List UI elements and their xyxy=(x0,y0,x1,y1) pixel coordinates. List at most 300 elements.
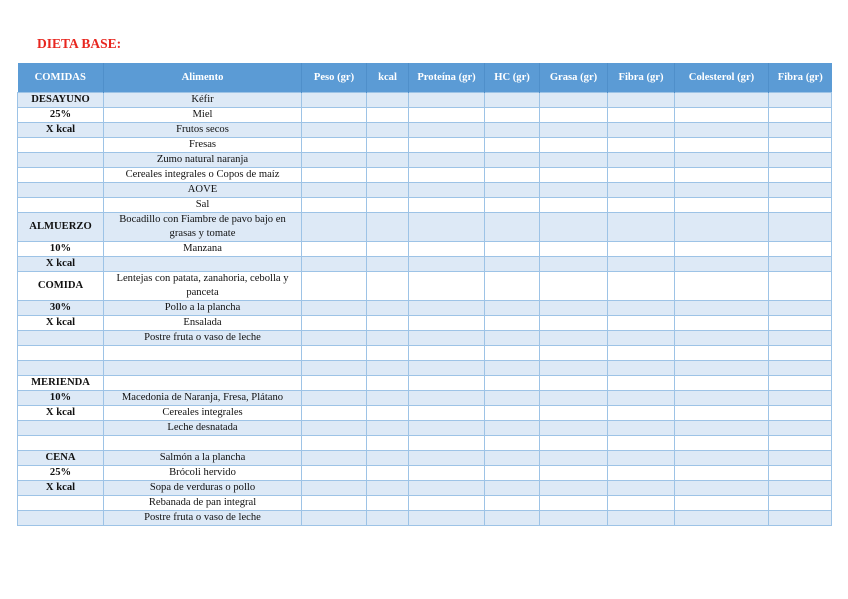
value-cell[interactable] xyxy=(675,93,769,108)
value-cell[interactable] xyxy=(608,421,675,436)
value-cell[interactable] xyxy=(675,257,769,272)
value-cell[interactable] xyxy=(675,481,769,496)
value-cell[interactable] xyxy=(485,153,540,168)
value-cell[interactable] xyxy=(302,123,367,138)
value-cell[interactable] xyxy=(769,257,832,272)
value-cell[interactable] xyxy=(367,391,409,406)
value-cell[interactable] xyxy=(302,421,367,436)
meal-cell: 10% xyxy=(18,391,104,406)
value-cell[interactable] xyxy=(608,213,675,242)
value-cell[interactable] xyxy=(367,123,409,138)
table-row xyxy=(18,511,832,526)
value-cell[interactable] xyxy=(302,301,367,316)
value-cell[interactable] xyxy=(409,466,485,481)
meal-cell: COMIDA xyxy=(18,272,104,301)
value-cell[interactable] xyxy=(302,466,367,481)
value-cell[interactable] xyxy=(409,183,485,198)
value-cell[interactable] xyxy=(409,153,485,168)
food-cell: Postre fruta o vaso de leche xyxy=(104,331,302,346)
food-cell: Miel xyxy=(104,108,302,123)
value-cell[interactable] xyxy=(540,451,608,466)
value-cell[interactable] xyxy=(367,153,409,168)
value-cell[interactable] xyxy=(540,481,608,496)
value-cell[interactable] xyxy=(302,511,367,526)
value-cell[interactable] xyxy=(485,257,540,272)
value-cell[interactable] xyxy=(608,138,675,153)
value-cell[interactable] xyxy=(540,466,608,481)
table-row xyxy=(18,331,832,346)
value-cell[interactable] xyxy=(409,257,485,272)
meal-cell: 10% xyxy=(18,242,104,257)
food-cell: Ensalada xyxy=(104,316,302,331)
value-cell[interactable] xyxy=(540,496,608,511)
value-cell[interactable] xyxy=(485,391,540,406)
value-cell[interactable] xyxy=(367,331,409,346)
header-fibra-2: Fibra (gr) xyxy=(769,63,832,93)
diet-table xyxy=(17,63,832,526)
value-cell[interactable] xyxy=(409,272,485,301)
value-cell[interactable] xyxy=(409,138,485,153)
value-cell[interactable] xyxy=(769,436,832,451)
value-cell[interactable] xyxy=(302,183,367,198)
value-cell[interactable] xyxy=(608,496,675,511)
value-cell[interactable] xyxy=(675,316,769,331)
value-cell[interactable] xyxy=(675,421,769,436)
food-cell: Rebanada de pan integral xyxy=(104,496,302,511)
value-cell[interactable] xyxy=(367,481,409,496)
value-cell[interactable] xyxy=(675,511,769,526)
value-cell[interactable] xyxy=(675,198,769,213)
value-cell[interactable] xyxy=(675,242,769,257)
value-cell[interactable] xyxy=(302,198,367,213)
value-cell[interactable] xyxy=(302,361,367,376)
table-row xyxy=(18,108,832,123)
value-cell[interactable] xyxy=(409,316,485,331)
meal-cell xyxy=(18,346,104,361)
value-cell[interactable] xyxy=(302,93,367,108)
value-cell[interactable] xyxy=(409,242,485,257)
value-cell[interactable] xyxy=(367,242,409,257)
meal-cell: X kcal xyxy=(18,257,104,272)
value-cell[interactable] xyxy=(769,451,832,466)
value-cell[interactable] xyxy=(540,436,608,451)
food-cell: Zumo natural naranja xyxy=(104,153,302,168)
value-cell[interactable] xyxy=(608,361,675,376)
value-cell[interactable] xyxy=(302,168,367,183)
value-cell[interactable] xyxy=(485,481,540,496)
value-cell[interactable] xyxy=(302,376,367,391)
table-row xyxy=(18,451,832,466)
food-cell xyxy=(104,436,302,451)
value-cell[interactable] xyxy=(540,361,608,376)
food-cell: Brócoli hervido xyxy=(104,466,302,481)
meal-cell: X kcal xyxy=(18,123,104,138)
value-cell[interactable] xyxy=(540,153,608,168)
value-cell[interactable] xyxy=(409,301,485,316)
value-cell[interactable] xyxy=(302,138,367,153)
food-cell: Manzana xyxy=(104,242,302,257)
table-row xyxy=(18,153,832,168)
value-cell[interactable] xyxy=(675,213,769,242)
value-cell[interactable] xyxy=(769,331,832,346)
value-cell[interactable] xyxy=(540,242,608,257)
table-row xyxy=(18,466,832,481)
food-cell xyxy=(104,346,302,361)
value-cell[interactable] xyxy=(485,272,540,301)
value-cell[interactable] xyxy=(608,257,675,272)
value-cell[interactable] xyxy=(540,168,608,183)
value-cell[interactable] xyxy=(608,406,675,421)
meal-cell xyxy=(18,168,104,183)
value-cell[interactable] xyxy=(540,108,608,123)
value-cell[interactable] xyxy=(302,391,367,406)
table-row xyxy=(18,168,832,183)
value-cell[interactable] xyxy=(302,316,367,331)
value-cell[interactable] xyxy=(485,346,540,361)
table-row xyxy=(18,496,832,511)
value-cell[interactable] xyxy=(367,436,409,451)
value-cell[interactable] xyxy=(367,257,409,272)
value-cell[interactable] xyxy=(540,257,608,272)
meal-cell: MERIENDA xyxy=(18,376,104,391)
value-cell[interactable] xyxy=(769,361,832,376)
value-cell[interactable] xyxy=(367,361,409,376)
value-cell[interactable] xyxy=(302,108,367,123)
value-cell[interactable] xyxy=(409,331,485,346)
meal-cell xyxy=(18,153,104,168)
value-cell[interactable] xyxy=(769,496,832,511)
value-cell[interactable] xyxy=(485,242,540,257)
value-cell[interactable] xyxy=(367,272,409,301)
food-cell: Leche desnatada xyxy=(104,421,302,436)
value-cell[interactable] xyxy=(485,331,540,346)
value-cell[interactable] xyxy=(409,168,485,183)
value-cell[interactable] xyxy=(675,183,769,198)
table-row xyxy=(18,436,832,451)
food-cell: Fresas xyxy=(104,138,302,153)
meal-cell xyxy=(18,421,104,436)
value-cell[interactable] xyxy=(367,183,409,198)
value-cell[interactable] xyxy=(302,436,367,451)
value-cell[interactable] xyxy=(675,376,769,391)
value-cell[interactable] xyxy=(409,346,485,361)
value-cell[interactable] xyxy=(769,406,832,421)
table-row xyxy=(18,272,832,301)
value-cell[interactable] xyxy=(367,198,409,213)
meal-cell xyxy=(18,198,104,213)
table-row xyxy=(18,481,832,496)
value-cell[interactable] xyxy=(608,108,675,123)
value-cell[interactable] xyxy=(769,301,832,316)
value-cell[interactable] xyxy=(769,198,832,213)
meal-cell xyxy=(18,331,104,346)
food-cell: Cereales integrales o Copos de maíz xyxy=(104,168,302,183)
value-cell[interactable] xyxy=(485,93,540,108)
header-alimento: Alimento xyxy=(104,63,302,93)
value-cell[interactable] xyxy=(608,481,675,496)
value-cell[interactable] xyxy=(769,138,832,153)
value-cell[interactable] xyxy=(367,496,409,511)
value-cell[interactable] xyxy=(675,466,769,481)
header-kcal: kcal xyxy=(367,63,409,93)
diet-table-body xyxy=(18,93,832,526)
value-cell[interactable] xyxy=(769,153,832,168)
value-cell[interactable] xyxy=(485,213,540,242)
value-cell[interactable] xyxy=(608,466,675,481)
value-cell[interactable] xyxy=(485,183,540,198)
value-cell[interactable] xyxy=(302,242,367,257)
table-row xyxy=(18,421,832,436)
header-hc: HC (gr) xyxy=(485,63,540,93)
food-cell: Postre fruta o vaso de leche xyxy=(104,511,302,526)
value-cell[interactable] xyxy=(608,272,675,301)
value-cell[interactable] xyxy=(769,168,832,183)
value-cell[interactable] xyxy=(367,451,409,466)
food-cell: Frutos secos xyxy=(104,123,302,138)
value-cell[interactable] xyxy=(367,421,409,436)
value-cell[interactable] xyxy=(485,406,540,421)
value-cell[interactable] xyxy=(409,93,485,108)
value-cell[interactable] xyxy=(367,346,409,361)
value-cell[interactable] xyxy=(409,481,485,496)
value-cell[interactable] xyxy=(769,183,832,198)
value-cell[interactable] xyxy=(675,138,769,153)
value-cell[interactable] xyxy=(769,421,832,436)
value-cell[interactable] xyxy=(608,331,675,346)
value-cell[interactable] xyxy=(608,168,675,183)
value-cell[interactable] xyxy=(485,123,540,138)
food-cell: Macedonia de Naranja, Fresa, Plátano xyxy=(104,391,302,406)
value-cell[interactable] xyxy=(540,406,608,421)
value-cell[interactable] xyxy=(769,316,832,331)
value-cell[interactable] xyxy=(485,436,540,451)
meal-cell: CENA xyxy=(18,451,104,466)
value-cell[interactable] xyxy=(608,301,675,316)
value-cell[interactable] xyxy=(409,511,485,526)
value-cell[interactable] xyxy=(608,198,675,213)
table-row xyxy=(18,391,832,406)
value-cell[interactable] xyxy=(675,108,769,123)
value-cell[interactable] xyxy=(675,272,769,301)
value-cell[interactable] xyxy=(485,361,540,376)
value-cell[interactable] xyxy=(769,376,832,391)
table-row xyxy=(18,183,832,198)
value-cell[interactable] xyxy=(540,123,608,138)
value-cell[interactable] xyxy=(409,391,485,406)
value-cell[interactable] xyxy=(769,242,832,257)
value-cell[interactable] xyxy=(302,481,367,496)
meal-cell: X kcal xyxy=(18,481,104,496)
value-cell[interactable] xyxy=(675,496,769,511)
value-cell[interactable] xyxy=(608,346,675,361)
value-cell[interactable] xyxy=(675,451,769,466)
food-cell: Bocadillo con Fiambre de pavo bajo en grasas y tomate xyxy=(104,213,302,242)
table-row xyxy=(18,242,832,257)
value-cell[interactable] xyxy=(608,123,675,138)
value-cell[interactable] xyxy=(608,242,675,257)
value-cell[interactable] xyxy=(367,93,409,108)
table-row xyxy=(18,406,832,421)
value-cell[interactable] xyxy=(540,511,608,526)
value-cell[interactable] xyxy=(409,361,485,376)
table-row xyxy=(18,213,832,242)
value-cell[interactable] xyxy=(769,511,832,526)
value-cell[interactable] xyxy=(302,213,367,242)
food-cell: Cereales integrales xyxy=(104,406,302,421)
value-cell[interactable] xyxy=(409,198,485,213)
table-row xyxy=(18,93,832,108)
value-cell[interactable] xyxy=(675,123,769,138)
value-cell[interactable] xyxy=(540,316,608,331)
meal-cell: DESAYUNO xyxy=(18,93,104,108)
value-cell[interactable] xyxy=(409,213,485,242)
value-cell[interactable] xyxy=(367,406,409,421)
value-cell[interactable] xyxy=(540,138,608,153)
value-cell[interactable] xyxy=(540,183,608,198)
value-cell[interactable] xyxy=(675,168,769,183)
value-cell[interactable] xyxy=(608,93,675,108)
value-cell[interactable] xyxy=(485,466,540,481)
food-cell: Lentejas con patata, zanahoria, cebolla y panceta xyxy=(104,272,302,301)
value-cell[interactable] xyxy=(485,511,540,526)
food-cell: Pollo a la plancha xyxy=(104,301,302,316)
value-cell[interactable] xyxy=(409,436,485,451)
value-cell[interactable] xyxy=(302,257,367,272)
value-cell[interactable] xyxy=(367,316,409,331)
value-cell[interactable] xyxy=(409,451,485,466)
table-row xyxy=(18,138,832,153)
value-cell[interactable] xyxy=(409,376,485,391)
value-cell[interactable] xyxy=(675,361,769,376)
value-cell[interactable] xyxy=(485,451,540,466)
value-cell[interactable] xyxy=(769,108,832,123)
value-cell[interactable] xyxy=(409,496,485,511)
value-cell[interactable] xyxy=(302,451,367,466)
value-cell[interactable] xyxy=(608,183,675,198)
value-cell[interactable] xyxy=(675,331,769,346)
value-cell[interactable] xyxy=(409,123,485,138)
value-cell[interactable] xyxy=(485,138,540,153)
value-cell[interactable] xyxy=(302,496,367,511)
table-row xyxy=(18,346,832,361)
food-cell: Sopa de verduras o pollo xyxy=(104,481,302,496)
meal-cell xyxy=(18,361,104,376)
value-cell[interactable] xyxy=(302,272,367,301)
header-row xyxy=(18,63,832,93)
meal-cell: ALMUERZO xyxy=(18,213,104,242)
value-cell[interactable] xyxy=(367,213,409,242)
value-cell[interactable] xyxy=(302,331,367,346)
value-cell[interactable] xyxy=(540,93,608,108)
value-cell[interactable] xyxy=(302,346,367,361)
table-row xyxy=(18,198,832,213)
header-peso: Peso (gr) xyxy=(302,63,367,93)
value-cell[interactable] xyxy=(608,391,675,406)
value-cell[interactable] xyxy=(485,301,540,316)
table-row xyxy=(18,361,832,376)
value-cell[interactable] xyxy=(608,451,675,466)
value-cell[interactable] xyxy=(608,436,675,451)
food-cell: Sal xyxy=(104,198,302,213)
value-cell[interactable] xyxy=(608,153,675,168)
food-cell: Salmón a la plancha xyxy=(104,451,302,466)
value-cell[interactable] xyxy=(367,168,409,183)
value-cell[interactable] xyxy=(367,301,409,316)
value-cell[interactable] xyxy=(302,153,367,168)
value-cell[interactable] xyxy=(540,421,608,436)
value-cell[interactable] xyxy=(769,481,832,496)
value-cell[interactable] xyxy=(769,391,832,406)
value-cell[interactable] xyxy=(769,123,832,138)
value-cell[interactable] xyxy=(367,511,409,526)
table-row xyxy=(18,316,832,331)
value-cell[interactable] xyxy=(675,406,769,421)
value-cell[interactable] xyxy=(769,272,832,301)
table-row xyxy=(18,301,832,316)
header-fibra: Fibra (gr) xyxy=(608,63,675,93)
table-row xyxy=(18,376,832,391)
value-cell[interactable] xyxy=(540,331,608,346)
meal-cell: X kcal xyxy=(18,406,104,421)
value-cell[interactable] xyxy=(608,511,675,526)
value-cell[interactable] xyxy=(540,376,608,391)
value-cell[interactable] xyxy=(302,406,367,421)
value-cell[interactable] xyxy=(485,376,540,391)
table-row xyxy=(18,123,832,138)
header-comidas: COMIDAS xyxy=(18,63,104,93)
food-cell xyxy=(104,376,302,391)
value-cell[interactable] xyxy=(540,346,608,361)
value-cell[interactable] xyxy=(485,108,540,123)
value-cell[interactable] xyxy=(485,168,540,183)
value-cell[interactable] xyxy=(485,316,540,331)
value-cell[interactable] xyxy=(540,391,608,406)
value-cell[interactable] xyxy=(485,496,540,511)
value-cell[interactable] xyxy=(409,108,485,123)
value-cell[interactable] xyxy=(608,376,675,391)
value-cell[interactable] xyxy=(769,346,832,361)
value-cell[interactable] xyxy=(675,301,769,316)
value-cell[interactable] xyxy=(675,391,769,406)
value-cell[interactable] xyxy=(540,198,608,213)
value-cell[interactable] xyxy=(409,421,485,436)
header-colesterol: Colesterol (gr) xyxy=(675,63,769,93)
table-row xyxy=(18,257,832,272)
value-cell[interactable] xyxy=(485,198,540,213)
meal-cell xyxy=(18,183,104,198)
value-cell[interactable] xyxy=(769,466,832,481)
value-cell[interactable] xyxy=(769,93,832,108)
value-cell[interactable] xyxy=(367,376,409,391)
value-cell[interactable] xyxy=(367,108,409,123)
meal-cell xyxy=(18,436,104,451)
value-cell[interactable] xyxy=(675,346,769,361)
value-cell[interactable] xyxy=(367,138,409,153)
food-cell: Kéfir xyxy=(104,93,302,108)
value-cell[interactable] xyxy=(540,272,608,301)
value-cell[interactable] xyxy=(485,421,540,436)
value-cell[interactable] xyxy=(769,213,832,242)
value-cell[interactable] xyxy=(675,153,769,168)
value-cell[interactable] xyxy=(608,316,675,331)
meal-cell xyxy=(18,511,104,526)
food-cell: AOVE xyxy=(104,183,302,198)
value-cell[interactable] xyxy=(540,213,608,242)
value-cell[interactable] xyxy=(409,406,485,421)
value-cell[interactable] xyxy=(540,301,608,316)
value-cell[interactable] xyxy=(367,466,409,481)
value-cell[interactable] xyxy=(675,436,769,451)
